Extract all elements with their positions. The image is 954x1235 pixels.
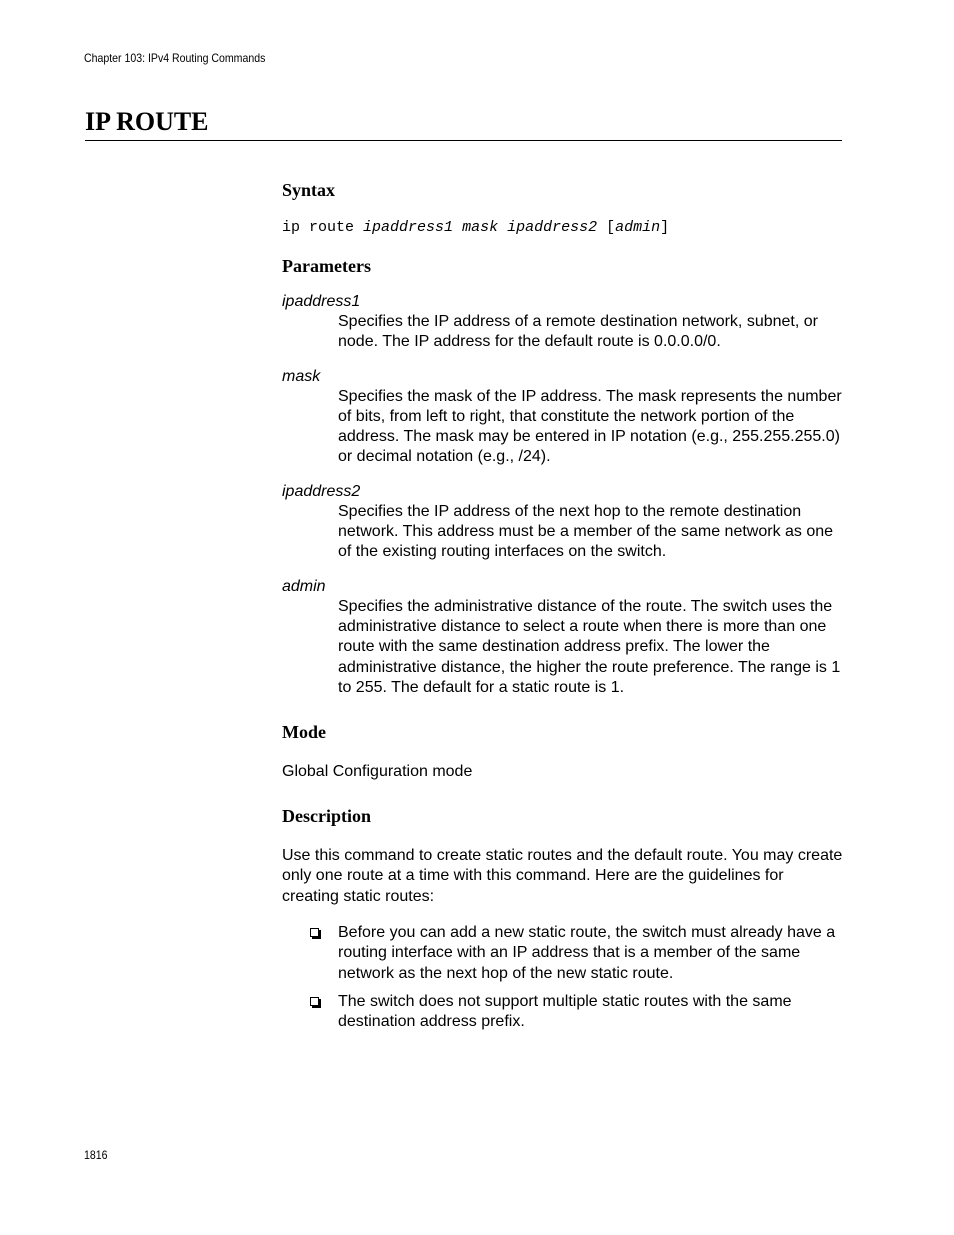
description-text: Use this command to create static routes and the default route. You may create only one route at a time with this command. Here are the guidelines for creating static routes:	[282, 847, 843, 905]
main-content	[282, 178, 844, 1041]
parameter-item	[282, 482, 844, 563]
syntax-open-bracket: [	[606, 219, 616, 236]
syntax-arg-ipaddress1: ipaddress1	[363, 219, 454, 236]
syntax-heading: Syntax	[282, 180, 336, 200]
parameters-heading: Parameters	[282, 256, 371, 276]
parameter-description: Specifies the IP address of the next hop to the remote destination network. This address must be a member of the same network as one of the existing routing interfaces on the switch.	[338, 502, 834, 561]
description-heading: Description	[282, 806, 371, 827]
parameter-item	[282, 292, 844, 353]
running-header: Chapter 103: IPv4 Routing Commands	[84, 51, 266, 65]
checkbox-bullet-icon	[310, 928, 319, 937]
syntax-arg-admin: admin	[615, 219, 661, 236]
title-divider	[85, 140, 842, 141]
syntax-command	[282, 218, 844, 238]
parameter-description: Specifies the mask of the IP address. The mask represents the number of bits, from left to right, that constitute the network portion of the address. The mask may be entered in IP notation (e.g., 255.255.255.0) or decimal notation (e.g., /24).	[338, 387, 842, 466]
parameter-item	[282, 577, 844, 698]
parameter-description: Specifies the administrative distance of the route. The switch uses the administrative distance to select a route when there is more than one route with the same destination address prefix. The lower the administrative distance, the higher the route preference. The range is 1 to 255. The default for a static route is 1.	[338, 597, 841, 696]
parameter-description: Specifies the IP address of a remote destination network, subnet, or node. The IP address for the default route is 0.0.0.0/0.	[338, 313, 818, 351]
syntax-keyword: ip route	[282, 219, 355, 236]
parameter-name: ipaddress2	[282, 482, 361, 500]
page-number: 1816	[84, 1148, 108, 1162]
syntax-close-bracket: ]	[660, 219, 670, 236]
parameter-name: admin	[282, 577, 326, 595]
syntax-arg-ipaddress2: ipaddress2	[507, 219, 598, 236]
page-title: IP ROUTE	[85, 107, 209, 136]
mode-heading: Mode	[282, 722, 326, 743]
checkbox-bullet-icon	[310, 997, 319, 1006]
list-item	[282, 923, 844, 984]
parameter-name: ipaddress1	[282, 293, 361, 310]
guidelines-list	[282, 923, 844, 1032]
syntax-arg-mask: mask	[462, 219, 499, 236]
list-item-text: The switch does not support multiple static routes with the same destination address prefix.	[338, 992, 792, 1031]
list-item	[282, 992, 844, 1033]
list-item-text: Before you can add a new static route, the switch must already have a routing interface with an IP address that is a member of the same network as the next hop of the new static route.	[338, 924, 836, 982]
parameter-item	[282, 367, 844, 468]
mode-text: Global Configuration mode	[282, 763, 473, 781]
parameter-name: mask	[282, 367, 321, 385]
